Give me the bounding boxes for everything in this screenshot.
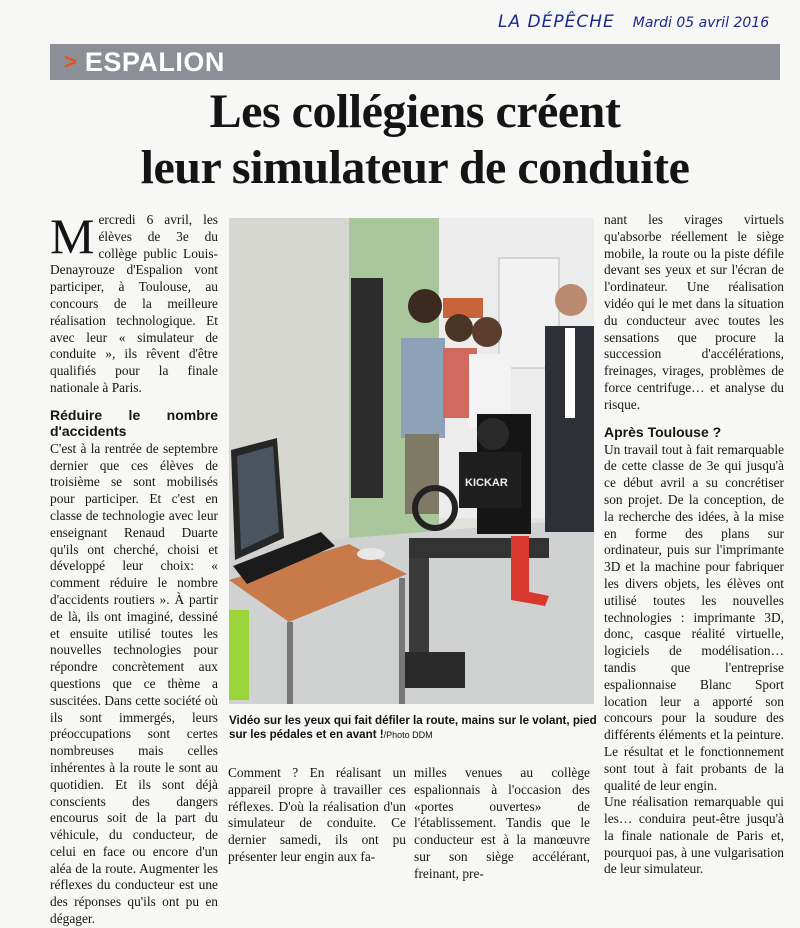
subheading-apres-toulouse: Après Toulouse ? [604, 423, 722, 440]
column-2-right-body: milles venues au collège espalionnais à l'occasion des «portes ouvertes» de l'établissement. Tandis que le conducteur est à la manœuvre sur son siège accélérant, freinant, pre- [414, 765, 590, 881]
subheading-accidents: Réduire le nombre d'accidents [50, 406, 218, 439]
shirt-text: KICKAR [465, 477, 508, 489]
column-2-left-body: Comment ? En réalisant un appareil propre à travailler ces réflexes. D'où la réalisation d'un simulateur de conduite. Ce dernier samedi, ils ont pu présenter leur engin aux fa- [228, 765, 406, 864]
section-banner [50, 44, 780, 80]
lead-paragraph [50, 208, 218, 397]
column-3 [604, 212, 784, 877]
section-name: ESPALION [84, 46, 225, 77]
photo-credit: /Photo DDM [383, 730, 433, 740]
column-1-body: C'est à la rentrée de septembre dernier que ces élèves de troisième se sont mobilisés pour participer. Et c'est en classe de technologie avec leur enseignant Renaud Duarte qu'ils ont cherché, choisi et développé leur choix: « comment réduire le nombre d'accidents routiers ». À partir de là, ils ont imaginé, dessiné et ensuite utilisé toutes les nouvelles technologies pour répondre concrètement aux questions que ce thème a suscitées. Dans cette société où ils sont immergés, leurs préoccupations sont certes nombreuses mais celles inhérentes à la route le sont au quotidien. Et ils sont déjà conscients des dangers encourus soit de la part du véhicule, du conducteur, de celui en face ou encore d'un aléa de la route. Augmenter les réflexes du conducteur est une des réponses qu'ils ont pu en dégager. [50, 440, 218, 927]
drop-cap: M [50, 208, 95, 264]
column-2-left [228, 765, 406, 863]
column-2-right [414, 765, 590, 881]
column-3-top: nant les virages virtuels qu'absorbe réellement le siège mobile, la route ou la piste défile devant ses yeux et sur l'écran de l'ordinateur. Une réalisation vidéo qui le met dans la situation du conducteur avec toutes les sensations que procure la succession d'accélérations, freinages, virages, problèmes de force centrifuge… et analyse du risque. [604, 212, 784, 412]
photo-illustration [229, 218, 594, 704]
column-1 [50, 208, 218, 927]
photo-caption [229, 714, 597, 742]
lead-text: ercredi 6 avril, les élèves de 3e du collège public Louis-Denayrouze d'Espalion vont participer, à Toulouse, au concours de la meilleure réalisation technologique. Et avec leur « simulateur de conduite », ils rêvent d'être qualifiés pour la finale nationale à Paris. [50, 212, 218, 395]
headline-line-1: Les collégiens créent [209, 85, 621, 138]
newspaper-name: LA DÉPÊCHE [498, 12, 615, 32]
headline [40, 84, 790, 196]
headline-line-2: leur simulateur de conduite [140, 141, 690, 194]
column-3-end: Une réalisation remarquable qui les… conduira peut-être jusqu'à la finale nationale de Paris et, pourquoi pas, à une vulgarisation de leur simulateur. [604, 794, 784, 877]
chevron-icon: > [64, 49, 77, 74]
column-3-body: Un travail tout à fait remarquable de cette classe de 3e qui jusqu'à ce début avril a su concrétiser son projet. De la conception, de la recherche des idées, à la mise en forme des plans sur ordinateur, puis sur l'imprimante 3D et la machine pour fabriquer les divers objets, les élèves ont utilisé toutes les nouvelles technologies : imprimante 3D, donc, casque réalité virtuelle, logiciels de modélisation… tandis que l'entreprise espalionnaise Blanc Sport location leur a apporté son concours pour la soudure des différents éléments et la peinture. Le résultat et le fonctionnement sont tout à fait probants de la qualité de leur engin. [604, 441, 784, 793]
caption-text: Vidéo sur les yeux qui fait défiler la route, mains sur le volant, pied sur les pédales et en avant ! [229, 714, 597, 741]
article-photo [229, 218, 594, 704]
handwritten-note [498, 12, 769, 32]
handwritten-date: Mardi 05 avril 2016 [632, 15, 770, 31]
